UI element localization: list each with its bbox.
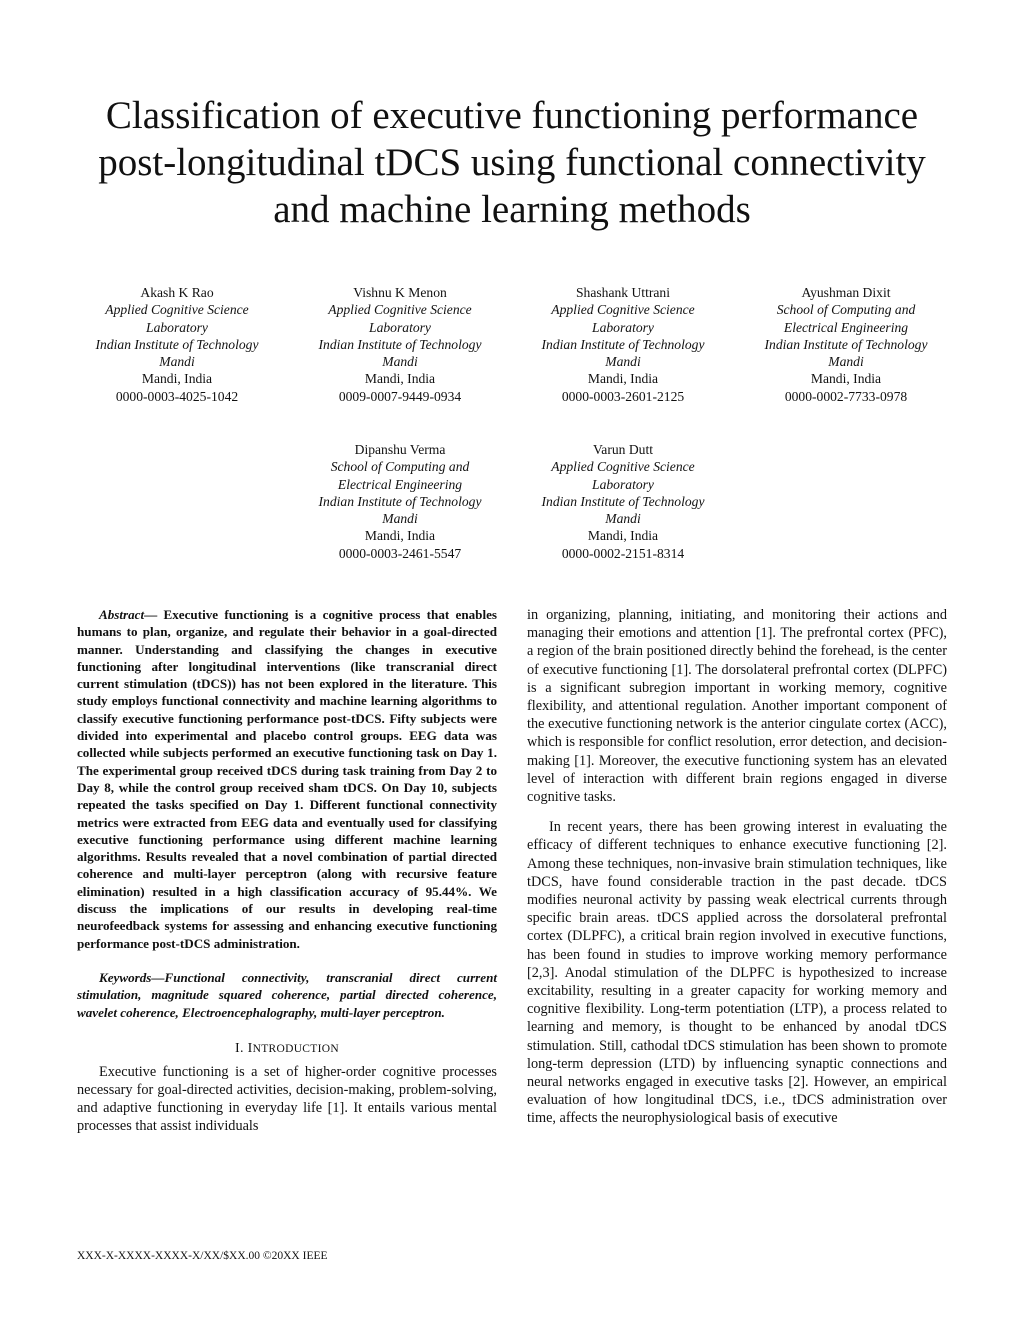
author-affiliation: Laboratory [146,319,208,335]
author-name: Ayushman Dixit [801,285,891,300]
author-affiliation: Electrical Engineering [337,476,463,492]
author-affiliation: Mandi [605,511,641,527]
intro-paragraph: Executive functioning is a set of higher-order cognitive processes necessary for goal-directed activities, decision-making, problem-solving, and adaptive functioning in everyday life [1]. It entails various mental processes that assist individuals [77,1063,497,1135]
author-block [746,284,946,405]
author-affiliation: Mandi [159,354,195,370]
abstract-dash: — [144,607,164,622]
author-affiliation: Indian Institute of Technology [318,336,482,352]
paper-title [60,92,964,233]
author-block [523,284,723,405]
author-affiliation: Indian Institute of Technology [541,493,705,509]
author-affiliation: Applied Cognitive Science [105,302,249,318]
author-affiliation: Indian Institute of Technology [318,493,482,509]
abstract [77,606,497,952]
author-location: Mandi, India [587,371,659,387]
author-affiliation: Laboratory [592,476,654,492]
abstract-text: Executive functioning is a cognitive process that enables humans to plan, organize, and regulate their behavior in a goal-directed manner. Understanding and classifying the changes in executive functioning after longitudinal interventions (like transcranial direct current stimulation (tDCS)) has not been explored in the literature. This study employs functional connectivity and machine learning algorithms to classify executive functioning performance post-tDCS. Fifty subjects were divided into experimental and placebo control groups. EEG data was collected while subjects performed an executive functioning task on Day 1. The experimental group received tDCS during task training from Day 2 to Day 8, while the control group received sham tDCS. On Day 10, subjects repeated the tasks specified on Day 1. Different functional connectivity metrics were extracted from EEG data and eventually used for classifying executive functioning performance using different machine learning algorithms. Results revealed that a novel combination of partial directed coherence and multi-layer perceptron (along with recursive feature elimination) resulted in a high classification accuracy of 95.44%. We discuss the implications of our results in developing real-time neurofeedback systems for assessing and enhancing executive functioning performance post-tDCS administration. [77,607,498,951]
author-affiliation: Mandi [382,354,418,370]
author-affiliation: Applied Cognitive Science [551,459,695,475]
copyright-footer: XXX-X-XXXX-XXXX-X/XX/$XX.00 ©20XX IEEE [77,1250,328,1262]
author-location: Mandi, India [587,528,659,544]
author-name: Dipanshu Verma [354,442,446,457]
author-name: Vishnu K Menon [353,285,447,300]
title-line: Classification of executive functioning performance [105,94,919,137]
section-number: I. [235,1040,244,1056]
author-affiliation: Electrical Engineering [783,319,909,335]
author-orcid: 0000-0003-4025-1042 [115,388,239,404]
keywords-text: Functional connectivity, transcranial direct current stimulation, magnitude squared coherence, partial directed coherence, wavelet coherence, Electroencephalography, multi-layer perceptron. [77,969,497,1020]
author-affiliation: Mandi [605,354,641,370]
author-block [523,441,723,562]
author-location: Mandi, India [364,528,436,544]
author-affiliation: School of Computing and [330,459,470,475]
author-location: Mandi, India [141,371,213,387]
author-location: Mandi, India [810,371,882,387]
author-affiliation: Mandi [382,511,418,527]
author-location: Mandi, India [364,371,436,387]
author-affiliation: School of Computing and [776,302,916,318]
keywords [77,969,497,1021]
section-title-rest: NTRODUCTION [252,1042,339,1055]
intro-paragraph-continued: in organizing, planning, initiating, and monitoring their actions and managing their emotions and attention [1]. The prefrontal cortex (PFC), a region of the brain positioned directly behind the forehead, is the center of executive functioning [1]. The dorsolateral prefrontal cortex (DLPFC) is a significant subregion important in working memory, cognitive flexibility, and attentional regulation. Another important component of the executive functioning network is the anterior cingulate cortex (ACC), which is responsible for conflict resolution, error detection, and decision-making [1]. Moreover, the executive functioning system has an elevated level of interaction with different brain regions engaged in diverse cognitive tasks. [527,607,947,806]
author-affiliation: Indian Institute of Technology [95,336,259,352]
keywords-dash: — [151,969,165,985]
author-affiliation: Laboratory [592,319,654,335]
author-affiliation: Applied Cognitive Science [551,302,695,318]
author-block [300,441,500,562]
author-block [300,284,500,405]
abstract-label: Abstract [99,607,145,622]
author-name: Varun Dutt [592,442,654,457]
author-orcid: 0009-0007-9449-0934 [338,388,462,404]
keywords-label: Keywords [99,969,152,985]
author-block [77,284,277,405]
author-name: Shashank Uttrani [575,285,670,300]
author-orcid: 0000-0003-2461-5547 [338,545,462,561]
author-affiliation: Applied Cognitive Science [328,302,472,318]
author-affiliation: Mandi [828,354,864,370]
author-orcid: 0000-0002-2151-8314 [561,545,685,561]
author-orcid: 0000-0002-7733-0978 [784,388,908,404]
author-orcid: 0000-0003-2601-2125 [561,388,685,404]
section-heading [77,1041,497,1057]
title-line: and machine learning methods [273,188,751,231]
intro-paragraph: In recent years, there has been growing interest in evaluating the efficacy of different techniques to enhance executive functioning [2]. Among these techniques, non-invasive brain stimulation techniques, like tDCS, have found considerable traction in the past decade. tDCS modifies neuronal activity by passing weak electrical currents through specific brain areas. tDCS applied across the dorsolateral prefrontal cortex (DLPFC), a critical brain region involved in executive functions, has been found in studies to improve working memory performance [2,3]. Anodal stimulation of the DLPFC is hypothesized to increase excitability, resulting in a greater capacity for working memory and cognitive flexibility. Long-term potentiation (LTP), a process related to learning and memory, is thought to be enhanced by anodal tDCS stimulation. Still, cathodal tDCS stimulation has been shown to promote long-term depression (LTD) by influencing synaptic connections and neural networks engaged in executive tasks [2]. However, an empirical evaluation of how longitudinal tDCS, i.e., tDCS administration over time, affects the neurophysiological basis of executive [527,819,947,1127]
section-first-letter: I [247,1040,253,1056]
right-column [527,606,947,1128]
author-name: Akash K Rao [140,285,214,300]
author-affiliation: Indian Institute of Technology [541,336,705,352]
left-column [77,606,497,1136]
author-affiliation: Indian Institute of Technology [764,336,928,352]
author-affiliation: Laboratory [369,319,431,335]
title-line: post-longitudinal tDCS using functional connectivity [98,141,926,184]
